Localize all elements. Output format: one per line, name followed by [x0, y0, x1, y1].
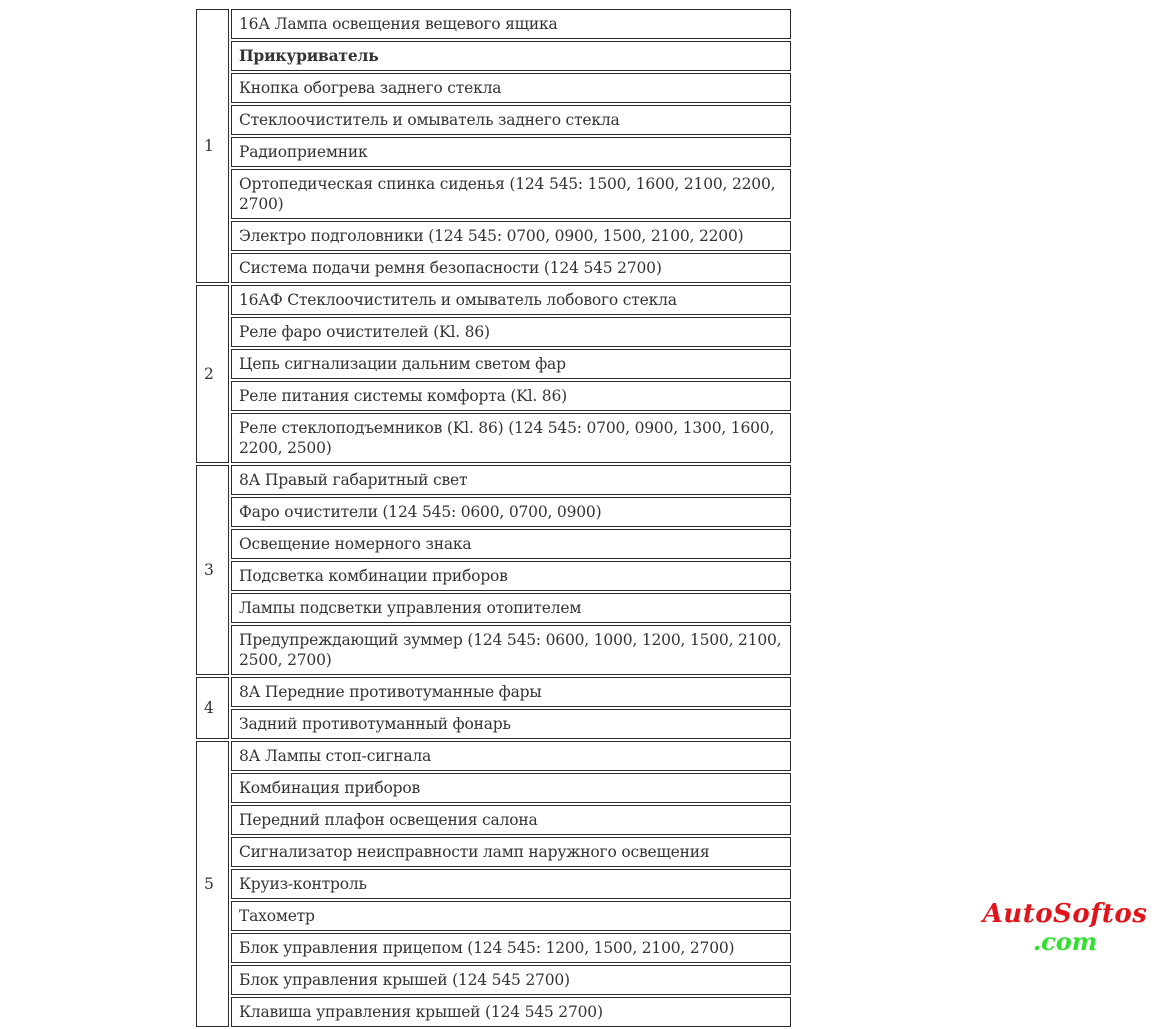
fuse-table — [194, 7, 793, 1029]
table-row — [196, 73, 791, 103]
table-row — [196, 561, 791, 591]
table-row — [196, 137, 791, 167]
fuse-item: Задний противотуманный фонарь — [231, 709, 791, 739]
table-row — [196, 221, 791, 251]
fuse-item: 8А Передние противотуманные фары — [231, 677, 791, 707]
fuse-item: Фаро очистители (124 545: 0600, 0700, 0900) — [231, 497, 791, 527]
table-row — [196, 169, 791, 219]
fuse-item: Комбинация приборов — [231, 773, 791, 803]
table-row — [196, 625, 791, 675]
fuse-number: 1 — [196, 9, 229, 283]
watermark-name: AutoSoftos — [982, 899, 1148, 929]
fuse-item: Блок управления крышей (124 545 2700) — [231, 965, 791, 995]
fuse-item: Прикуриватель — [231, 41, 791, 71]
fuse-item: Система подачи ремня безопасности (124 545 2700) — [231, 253, 791, 283]
table-row — [196, 773, 791, 803]
table-row — [196, 901, 791, 931]
table-row — [196, 9, 791, 39]
fuse-item: 16А Лампа освещения вещевого ящика — [231, 9, 791, 39]
table-row — [196, 837, 791, 867]
table-row — [196, 413, 791, 463]
table-row — [196, 465, 791, 495]
fuse-item: Подсветка комбинации приборов — [231, 561, 791, 591]
fuse-item: Лампы подсветки управления отопителем — [231, 593, 791, 623]
table-row — [196, 349, 791, 379]
table-row — [196, 869, 791, 899]
fuse-item: Сигнализатор неисправности ламп наружного освещения — [231, 837, 791, 867]
table-row — [196, 381, 791, 411]
fuse-item: Освещение номерного знака — [231, 529, 791, 559]
table-row — [196, 41, 791, 71]
fuse-item: Кнопка обогрева заднего стекла — [231, 73, 791, 103]
fuse-item: Стеклоочиститель и омыватель заднего стекла — [231, 105, 791, 135]
table-row — [196, 497, 791, 527]
table-row — [196, 317, 791, 347]
fuse-number: 5 — [196, 741, 229, 1027]
fuse-item: Предупреждающий зуммер (124 545: 0600, 1000, 1200, 1500, 2100, 2500, 2700) — [231, 625, 791, 675]
table-row — [196, 105, 791, 135]
fuse-item: Реле питания системы комфорта (Kl. 86) — [231, 381, 791, 411]
fuse-item: Блок управления прицепом (124 545: 1200, 1500, 2100, 2700) — [231, 933, 791, 963]
table-row — [196, 997, 791, 1027]
fuse-item: Передний плафон освещения салона — [231, 805, 791, 835]
fuse-item: Электро подголовники (124 545: 0700, 0900, 1500, 2100, 2200) — [231, 221, 791, 251]
table-row — [196, 677, 791, 707]
fuse-item: Круиз-контроль — [231, 869, 791, 899]
table-row — [196, 741, 791, 771]
table-row — [196, 709, 791, 739]
fuse-item: Цепь сигнализации дальним светом фар — [231, 349, 791, 379]
fuse-number: 2 — [196, 285, 229, 463]
table-row — [196, 285, 791, 315]
watermark-logo — [970, 899, 1160, 955]
fuse-item: Реле фаро очистителей (Kl. 86) — [231, 317, 791, 347]
table-row — [196, 253, 791, 283]
fuse-item: 8А Лампы стоп-сигнала — [231, 741, 791, 771]
table-row — [196, 933, 791, 963]
fuse-item: Радиоприемник — [231, 137, 791, 167]
table-row — [196, 965, 791, 995]
fuse-number: 4 — [196, 677, 229, 739]
table-row — [196, 529, 791, 559]
fuse-item: 16АФ Стеклоочиститель и омыватель лобового стекла — [231, 285, 791, 315]
fuse-item: Тахометр — [231, 901, 791, 931]
fuse-item: Клавиша управления крышей (124 545 2700) — [231, 997, 791, 1027]
fuse-item: Реле стеклоподъемников (Kl. 86) (124 545: 0700, 0900, 1300, 1600, 2200, 2500) — [231, 413, 791, 463]
table-row — [196, 805, 791, 835]
watermark-domain: .com — [1032, 927, 1098, 956]
table-row — [196, 593, 791, 623]
fuse-item: Ортопедическая спинка сиденья (124 545: 1500, 1600, 2100, 2200, 2700) — [231, 169, 791, 219]
fuse-number: 3 — [196, 465, 229, 675]
fuse-item: 8А Правый габаритный свет — [231, 465, 791, 495]
